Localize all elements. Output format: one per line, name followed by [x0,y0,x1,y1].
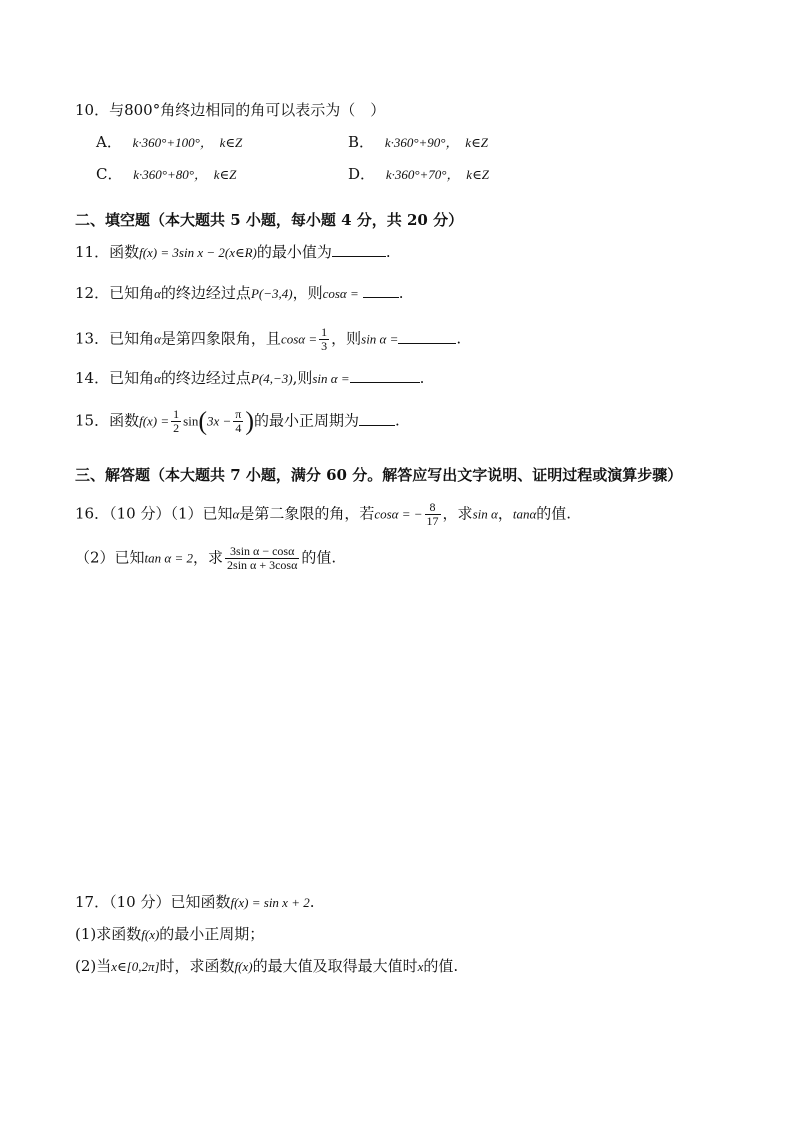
fraction-one-third [319,326,329,353]
alpha-symbol: α [154,331,161,347]
sin-function: sin [183,413,199,429]
question-15-inner: 3x − [207,413,232,429]
question-11-prefix: 11．函数 [75,243,140,261]
option-c-expr: k·360°+80°， [133,167,207,182]
question-17-part-1 [75,924,264,945]
fraction-numerator: 3sin α − cosα [225,545,299,559]
question-17-part2-mid: 时，求函数 [159,957,235,975]
question-17-prefix: 17．（10 分）已知函数 [75,893,231,911]
right-paren: ) [245,406,255,436]
question-16-part2-prefix: （2）已知 [75,548,145,567]
question-16-prefix: 16．（10 分）（1）已知 [75,504,233,523]
question-14-then: ,则 [292,369,313,387]
question-17-part2-mid2: 的最大值及取得最大值时 [252,957,418,975]
question-14 [75,368,424,389]
question-17 [75,892,315,913]
question-14-middle: 的终边经过点 [160,369,251,387]
question-16-part2-end: 的值. [301,548,337,567]
answer-blank[interactable] [363,283,399,298]
question-17-end: . [309,893,315,911]
question-12-then: ，则 [292,284,323,302]
fraction-pi-over-4 [233,408,243,435]
question-11-suffix: 的最小值为 [256,243,332,261]
answer-blank[interactable] [350,368,420,383]
fraction-numerator: 8 [425,501,441,515]
option-d-label: D． [348,165,376,183]
question-15-end: . [395,411,400,430]
option-a-cond: k∈Z [219,135,243,150]
question-17-part1-end: 的最小正周期； [159,925,265,943]
question-12 [75,283,404,304]
sin-alpha: sin α [472,506,498,522]
fraction-numerator: 1 [173,407,180,421]
option-a-label: A． [96,133,122,151]
function-f: f(x) [141,927,160,942]
alpha-symbol: α [154,286,161,301]
fraction-denominator: 2sin α + 3cosα [227,558,298,572]
question-13-end: . [456,329,462,348]
question-17-part1-prefix: (1)求函数 [75,925,142,943]
fraction-eight-seventeenths [425,501,441,528]
left-paren: ( [198,406,207,436]
option-d-expr: k·360°+70°， [385,167,460,182]
question-13-then: ，则 [331,329,362,348]
question-17-part-2 [75,956,458,977]
question-11-end: . [385,243,391,261]
option-b-expr: k·360°+90°， [384,135,459,150]
tan-condition: tan α = 2 [144,550,194,566]
question-16-part2-mid: ，求 [193,548,224,567]
option-b-cond: k∈Z [465,135,488,150]
question-11-expr: f(x) = 3sin x − 2(x∈R) [139,245,257,260]
fraction-denominator: 3 [321,339,328,353]
question-15 [75,408,400,435]
question-13-expr2: sin α = [361,331,399,347]
fraction-numerator: 1 [321,325,328,339]
question-13-expr: cosα = [280,331,318,347]
question-16-end: 的值. [536,504,572,523]
question-12-prefix: 12．已知角 [75,284,155,302]
option-b-label: B． [348,133,375,151]
function-f: f(x) [234,959,253,974]
fraction-denominator: 17 [426,514,439,528]
fraction-denominator: 2 [173,421,180,435]
answer-blank[interactable] [332,242,386,257]
answer-blank[interactable] [359,411,395,426]
fraction-denominator: 4 [235,421,242,435]
question-12-middle: 的终边经过点 [160,284,251,302]
section-2-heading: 二、填空题（本大题共 5 小题，每小题 4 分，共 20 分） [75,211,464,229]
question-14-end: . [419,369,425,387]
question-13 [75,326,461,353]
answer-blank[interactable] [398,329,456,344]
point-p: P(4,−3) [250,371,293,386]
option-c-label: C． [96,165,123,183]
option-a-expr: k·360°+100°， [132,135,213,150]
option-a [96,132,242,153]
option-d-cond: k∈Z [466,167,489,182]
question-12-expr: cosα = [322,286,359,301]
question-14-prefix: 14．已知角 [75,369,155,387]
question-16-part-2 [75,545,336,572]
question-17-part2-end: 的值. [423,957,459,975]
question-16-then: ，求 [442,504,473,523]
alpha-symbol: α [232,506,240,522]
fraction-one-half [171,408,181,435]
alpha-symbol: α [154,371,161,386]
question-14-expr: sin α = [312,371,350,386]
option-c [96,164,236,185]
fraction-expression [225,545,299,572]
question-16-comma: ， [497,504,513,523]
option-c-cond: k∈Z [213,167,237,182]
question-11 [75,242,391,263]
question-13-middle: 是第四象限角，且 [160,329,281,348]
option-d [348,164,489,185]
question-10 [75,100,385,120]
tan-alpha: tanα [512,506,537,522]
question-15-prefix: 15．函数 [75,411,140,430]
fraction-numerator: π [235,407,242,421]
question-15-expr-left: f(x) = [139,413,170,429]
point-p: P(−3,4) [250,286,293,301]
section-3-heading: 三、解答题（本大题共 7 小题，满分 60 分。解答应写出文字说明、证明过程或演算步骤） [75,466,683,484]
question-17-part2-prefix: (2)当 [75,957,112,975]
question-16-expr: cosα = − [374,506,423,522]
question-17-expr: f(x) = sin x + 2 [230,895,310,910]
question-16-part-1 [75,501,571,528]
option-b [348,132,488,153]
variable-x: x [417,959,424,974]
question-10-text: 10．与800°角终边相同的角可以表示为（ ） [75,101,386,119]
question-13-prefix: 13．已知角 [75,329,155,348]
x-range: x∈[0,2π] [111,959,160,974]
question-15-suffix: 的最小正周期为 [254,411,360,430]
question-12-end: . [398,284,404,302]
question-16-middle: 是第二象限的角，若 [239,504,375,523]
